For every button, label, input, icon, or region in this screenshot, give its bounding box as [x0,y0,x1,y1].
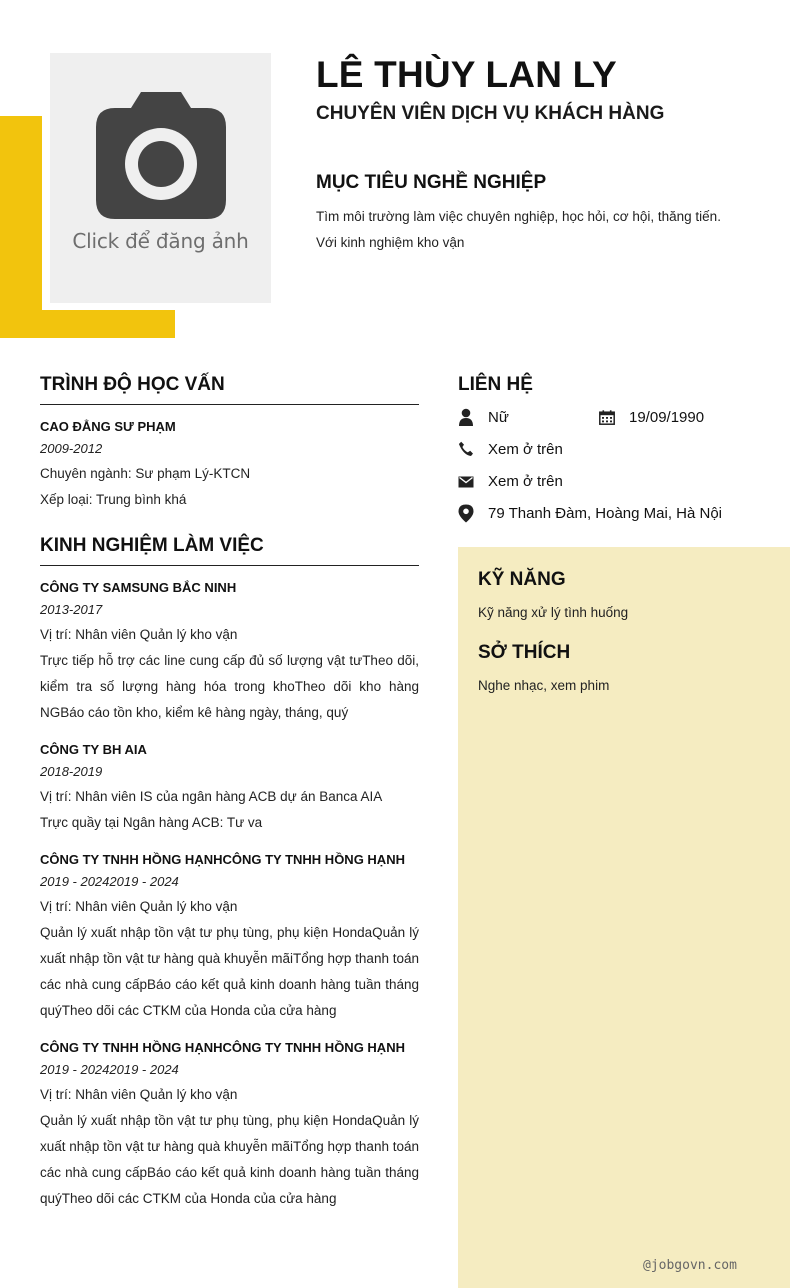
phone-icon [458,441,488,457]
education-title: TRÌNH ĐỘ HỌC VẤN [40,374,419,405]
candidate-name: LÊ THÙY LAN LY [316,54,617,95]
contact-row-address [458,497,768,529]
education-grade: Xếp loại: Trung bình khá [40,492,187,507]
skills-hobbies-panel [458,547,790,1288]
skills-title: KỸ NĂNG [478,569,566,590]
skills-section [478,569,770,625]
left-column [40,374,419,1226]
company-name: CÔNG TY TNHH HỒNG HẠNHCÔNG TY TNHH HỒNG HẠNH [40,1040,405,1055]
person-icon [458,408,488,426]
experience-period: 2019 - 20242019 - 2024 [40,1062,179,1077]
experience-item [40,578,419,726]
envelope-icon [458,475,488,488]
company-name: CÔNG TY TNHH HỒNG HẠNHCÔNG TY TNHH HỒNG HẠNH [40,852,405,867]
experience-item [40,850,419,1024]
calendar-icon [599,410,629,425]
education-major: Chuyên ngành: Sư phạm Lý-KTCN [40,466,251,481]
birthday-value: 19/09/1990 [629,408,705,426]
education-period: 2009-2012 [40,441,103,456]
job-title: CHUYÊN VIÊN DỊCH VỤ KHÁCH HÀNG [316,103,665,124]
address-value: 79 Thanh Đàm, Hoàng Mai, Hà Nội [488,504,723,522]
camera-icon [95,90,227,220]
experience-period: 2013-2017 [40,602,103,617]
experience-position: Vị trí: Nhân viên Quản lý kho vận [40,627,238,642]
yellow-accent-horizontal [0,310,175,338]
objective-text-1: Tìm môi trường làm việc chuyên nghiệp, học hỏi, cơ hội, thăng tiến. [316,209,721,224]
phone-value: Xem ở trên [488,440,563,458]
email-value: Xem ở trên [488,472,563,490]
education-item [40,417,419,513]
objective-section [316,172,756,256]
company-name: CÔNG TY SAMSUNG BẮC NINH [40,580,237,595]
gender-value: Nữ [488,408,509,426]
contact-row-phone [458,433,768,465]
hobbies-title: SỞ THÍCH [478,642,571,663]
hobbies-text: Nghe nhạc, xem phim [478,678,610,693]
experience-description: Quản lý xuất nhập tồn vật tư phụ tùng, phụ kiện HondaQuản lý xuất nhập tồn vật tư hàng quà khuyễn mãiTổng hợp thanh toán các nhà cung cấpBáo cáo kết quả kinh doanh hàng tuần tháng quýTheo dõi các CTKM của Honda của cửa hàng [40,1113,419,1206]
experience-description: Trực tiếp hỗ trợ các line cung cấp đủ số lượng vật tưTheo dõi, kiểm tra số lượng hàng hóa trong khoTheo dõi kho hàng NGBáo cáo tồn kho, kiểm kê hàng ngày, tháng, quý [40,653,419,720]
yellow-accent-vertical [0,116,42,338]
photo-upload-label: Click để đăng ảnh [72,229,249,253]
experience-period: 2019 - 20242019 - 2024 [40,874,179,889]
watermark: @jobgovn.com [643,1258,737,1273]
skills-text: Kỹ năng xử lý tình huống [478,605,629,620]
map-pin-icon [458,504,488,523]
objective-text-2: Với kinh nghiệm kho vận [316,235,465,250]
experience-position: Vị trí: Nhân viên Quản lý kho vận [40,899,238,914]
objective-title: MỤC TIÊU NGHỀ NGHIỆP [316,172,547,193]
contact-title: LIÊN HỆ [458,374,533,395]
experience-position: Vị trí: Nhân viên IS của ngân hàng ACB dự án Banca AIA [40,789,383,804]
contact-section [458,374,768,529]
photo-upload[interactable] [50,53,271,303]
experience-period: 2018-2019 [40,764,103,779]
contact-row-gender-birthday [458,401,768,433]
experience-description: Quản lý xuất nhập tồn vật tư phụ tùng, phụ kiện HondaQuản lý xuất nhập tồn vật tư hàng quà khuyễn mãiTổng hợp thanh toán các nhà cung cấpBáo cáo kết quả kinh doanh hàng tuần tháng quýTheo dõi các CTKM của Honda của cửa hàng [40,925,419,1018]
experience-item [40,740,419,836]
experience-description: Trực quầy tại Ngân hàng ACB: Tư va [40,815,263,830]
school-name: CAO ĐẲNG SƯ PHẠM [40,419,176,434]
company-name: CÔNG TY BH AIA [40,742,147,757]
contact-row-email [458,465,768,497]
experience-item [40,1038,419,1212]
experience-position: Vị trí: Nhân viên Quản lý kho vận [40,1087,238,1102]
hobbies-section [478,642,770,698]
experience-title: KINH NGHIỆM LÀM VIỆC [40,535,419,566]
